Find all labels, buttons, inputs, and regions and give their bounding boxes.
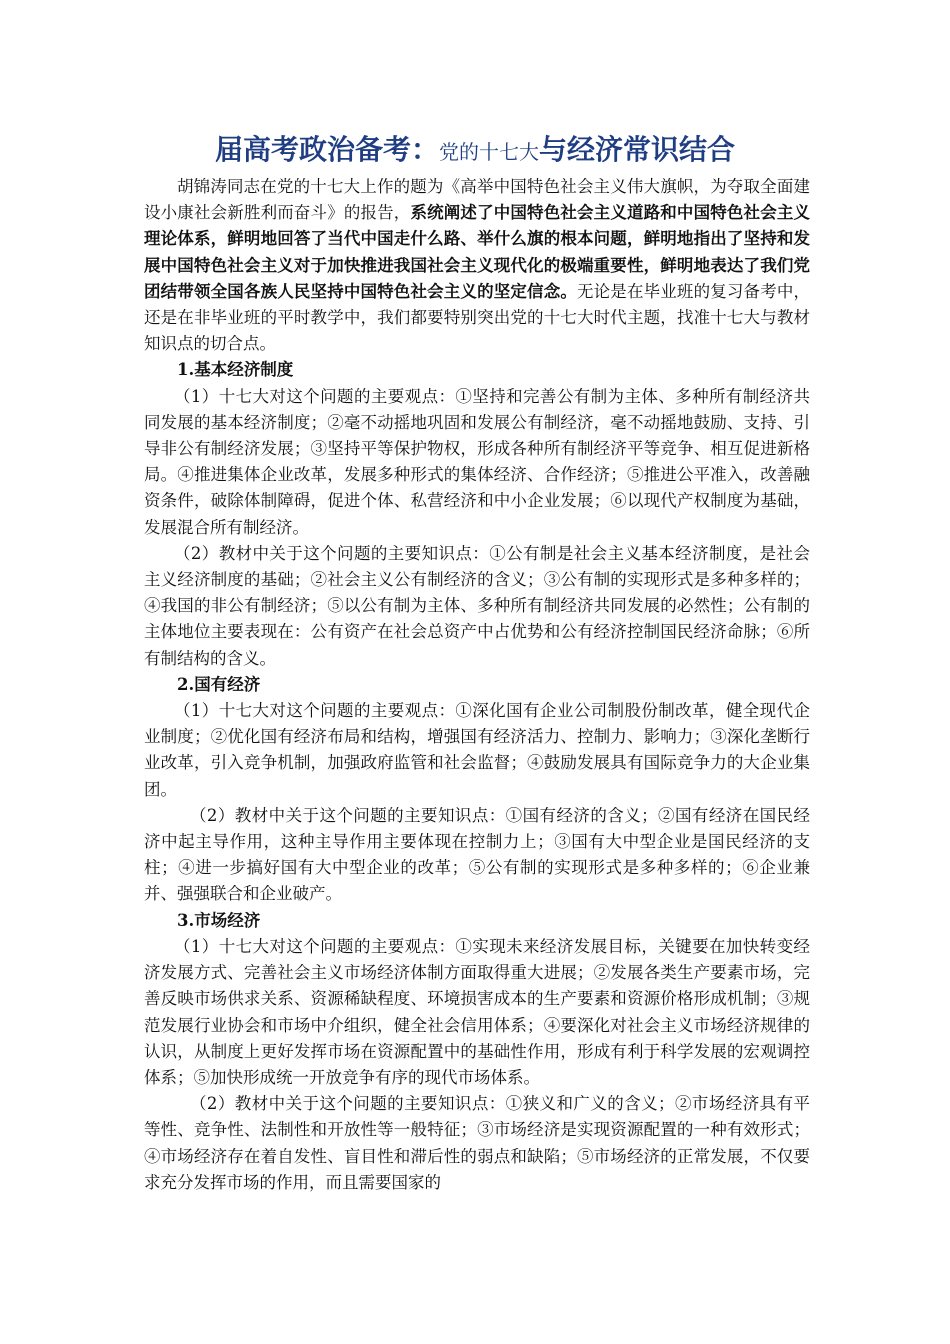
section-paragraph: （1）十七大对这个问题的主要观点：①实现未来经济发展目标，关键要在加快转变经济发展方式、完善社会主义市场经济体制方面取得重大进展；②发展各类生产要素市场，完善反映市场供求关系、资源稀缺程度、环境损害成本的生产要素和资源价格形成机制；③规范发展行业协会和市场中介组织，健全社会信用体系；④要深化对社会主义市场经济规律的认识，从制度上更好发挥市场在资源配置中的基础性作用，形成有利于科学发展的宏观调控体系；⑤加快形成统一开放竞争有序的现代市场体系。	[144, 936, 810, 1087]
section-heading: 2.国有经济	[177, 674, 261, 694]
intro-text-bold: 系统阐述了中国特色社会主义道路和中国特色社会主义理论体系，鲜明地回答了当代中国走什么路、举什么旗的根本问题，鲜明地指出了坚持和发展中国特色社会主义对于加快推进我国社会主义现代化的极端重要性，鲜明地表达了我们党团结带领全国各族人民坚持中国特色社会主义的坚定信念。	[144, 203, 811, 301]
title-part-3: 与经济常识结合	[539, 133, 736, 166]
section-heading: 3.市场经济	[177, 910, 261, 930]
section-paragraph: （2）教材中关于这个问题的主要知识点：①公有制是社会主义基本经济制度，是社会主义经济制度的基础；②社会主义公有制经济的含义；③公有制的实现形式是多种多样的；④我国的非公有制经济；⑤以公有制为主体、多种所有制经济共同发展的必然性；公有制的主体地位主要表现在：公有资产在社会总资产中占优势和公有经济控制国民经济命脉；⑥所有制结构的含义。	[144, 543, 810, 668]
intro-text-after: 无论是在毕业班的复习备考中，还是在非毕业班的平时教学中，我们都要特别突出党的十七大时代主题，找准十七大与教材知识点的切合点。	[144, 281, 811, 354]
section-paragraph: （2）教材中关于这个问题的主要知识点：①国有经济的含义；②国有经济在国民经济中起主导作用，这种主导作用主要体现在控制力上；③国有大中型企业是国民经济的支柱；④进一步搞好国有大中型企业的改革；⑤公有制的实现形式是多种多样的；⑥企业兼并、强强联合和企业破产。	[144, 805, 810, 904]
section-heading: 1.基本经济制度	[177, 360, 294, 380]
section-paragraph: （2）教材中关于这个问题的主要知识点：①狭义和广义的含义；②市场经济具有平等性、竞争性、法制性和开放性等一般特征；③市场经济是实现资源配置的一种有效形式；④市场经济存在着自发性、盲目性和滞后性的弱点和缺陷；⑤市场经济的正常发展，不仅要求充分发挥市场的作用，而且需要国家的	[144, 1094, 810, 1192]
intro-text-before: 胡锦涛同志在党的十七大上作的题为《高举中国特色社会主义伟大旗帜，为夺取全面建设小康社会新胜利而奋斗》的报告，	[144, 177, 810, 223]
intro-paragraph	[144, 174, 810, 357]
title-part-2: 党的十七大	[439, 140, 539, 164]
title-part-1: 届高考政治备考：	[214, 133, 439, 166]
section-paragraph: （1）十七大对这个问题的主要观点：①深化国有企业公司制股份制改革，健全现代企业制度；②优化国有经济布局和结构，增强国有经济活力、控制力、影响力；③深化垄断行业改革，引入竞争机制，加强政府监管和社会监督；④鼓励发展具有国际竞争力的大企业集团。	[144, 701, 810, 799]
section-paragraph: （1）十七大对这个问题的主要观点：①坚持和完善公有制为主体、多种所有制经济共同发展的基本经济制度；②毫不动摇地巩固和发展公有制经济，毫不动摇地鼓励、支持、引导非公有制经济发展；③坚持平等保护物权，形成各种所有制经济平等竞争、相互促进新格局。④推进集体企业改革，发展多种形式的集体经济、合作经济；⑤推进公平准入，改善融资条件，破除体制障碍，促进个体、私营经济和中小企业发展；⑥以现代产权制度为基础，发展混合所有制经济。	[144, 386, 810, 537]
page-title	[0, 132, 950, 170]
document-body	[144, 174, 810, 1196]
